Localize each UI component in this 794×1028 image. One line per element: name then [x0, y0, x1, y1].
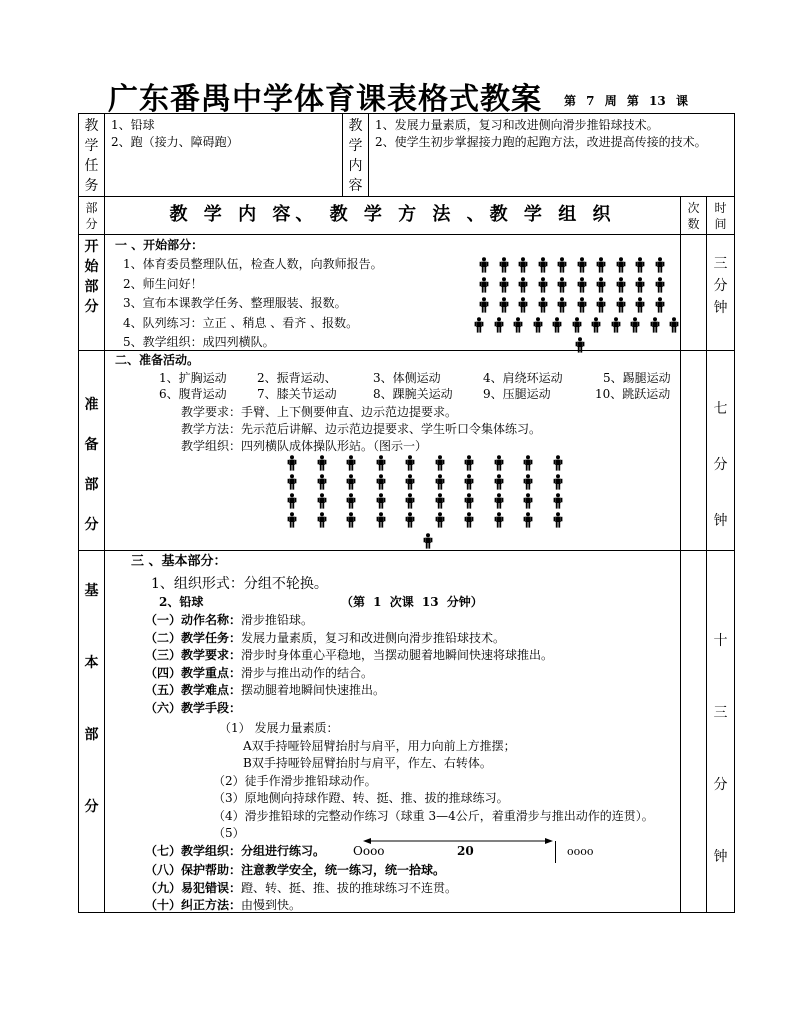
- prep-line: 教学要求：手臂、上下侧要伸直、边示范边提要求。: [181, 405, 458, 419]
- lesson-count: （第 1 次课 13 分钟）: [341, 595, 483, 609]
- student-figure-icon: [287, 474, 297, 490]
- student-figure-icon: [464, 512, 474, 528]
- formation-diagram: [105, 351, 680, 549]
- basic-line: 2、铅球: [159, 595, 204, 609]
- student-figure-icon: [577, 277, 587, 293]
- student-figure-icon: [630, 317, 640, 333]
- student-figure-icon: [538, 297, 548, 313]
- basic-count: [681, 551, 707, 913]
- student-figure-icon: [405, 455, 415, 471]
- prep-line: 教学组织：四列横队成体操队形站。（图示一）: [181, 439, 428, 453]
- student-figure-icon: [494, 474, 504, 490]
- student-figure-icon: [635, 277, 645, 293]
- student-figure-icon: [287, 493, 297, 509]
- start-line: 5、教学组织：成四列横队。: [123, 335, 275, 349]
- start-line: 2、师生问好！: [123, 276, 203, 291]
- student-figure-icon: [518, 257, 528, 273]
- student-figure-icon: [474, 317, 484, 333]
- task-item: 2、跑（接力、障碍跑）: [111, 135, 239, 149]
- start-count: [681, 235, 707, 351]
- student-figure-icon: [479, 257, 489, 273]
- prep-label: 准 备 部 分: [79, 351, 105, 551]
- lesson-plan-table: [78, 113, 735, 913]
- student-figure-icon: [596, 277, 606, 293]
- student-figure-icon: [346, 493, 356, 509]
- student-figure-icon: [611, 317, 621, 333]
- student-figure-icon: [405, 474, 415, 490]
- student-figure-icon: [557, 297, 567, 313]
- exercise-item: 4、肩绕环运动: [483, 371, 563, 385]
- student-figure-icon: [533, 317, 543, 333]
- org-line: （七）教学组织：分组进行练习。: [145, 844, 326, 858]
- exercise-item: 2、振背运动、: [257, 371, 337, 385]
- exercise-item: 5、踢腿运动: [603, 371, 671, 385]
- student-figure-icon: [346, 455, 356, 471]
- student-figure-icon: [317, 474, 327, 490]
- student-figure-icon: [464, 455, 474, 471]
- student-figure-icon: [552, 317, 562, 333]
- header-count: 次 数: [681, 197, 707, 235]
- student-figure-icon: [538, 277, 548, 293]
- task-label: 教 学 任 务: [79, 114, 105, 197]
- start-heading: 一 、开始部分：: [115, 238, 204, 252]
- student-figure-icon: [494, 455, 504, 471]
- formation-diagram: [105, 235, 680, 349]
- header-time: 时 间: [707, 197, 735, 235]
- student-figure-icon: [650, 317, 660, 333]
- exercise-item: 1、扩胸运动: [159, 371, 227, 385]
- start-content: [105, 235, 681, 351]
- student-figure-icon: [287, 455, 297, 471]
- exercise-item: 10、跳跃运动: [595, 387, 671, 401]
- student-figure-icon: [655, 297, 665, 313]
- student-figure-icon: [435, 474, 445, 490]
- student-figure-icon: [376, 474, 386, 490]
- page-title: 广东番禺中学体育课表格式教案: [108, 82, 542, 117]
- student-figure-icon: [499, 297, 509, 313]
- student-figure-icon: [635, 257, 645, 273]
- start-line: 1、体育委员整理队伍，检查人数，向教师报告。: [123, 257, 383, 271]
- content-item: 1、发展力量素质，复习和改进侧向滑步推铅球技术。: [375, 118, 659, 132]
- student-figure-icon: [499, 257, 509, 273]
- student-figure-icon: [616, 257, 626, 273]
- start-line: 4、队列练习：立正 、稍息 、看齐 、报数。: [123, 315, 359, 330]
- student-figure-icon: [317, 512, 327, 528]
- prep-content: [105, 351, 681, 551]
- student-figure-icon: [499, 277, 509, 293]
- exercise-item: 8、踝腕关运动: [373, 387, 453, 401]
- student-figure-icon: [553, 474, 563, 490]
- task-items: [105, 114, 343, 197]
- student-figure-icon: [518, 277, 528, 293]
- basic-item: （五）教学难点：摆动腿着地瞬间快速推出。: [145, 683, 386, 697]
- exercise-item: 7、膝关节运动: [257, 387, 337, 401]
- student-figure-icon: [557, 257, 567, 273]
- student-figure-icon: [317, 455, 327, 471]
- student-figure-icon: [405, 512, 415, 528]
- student-figure-icon: [523, 474, 533, 490]
- basic-item: （六）教学手段：: [145, 700, 242, 715]
- student-figure-icon: [669, 317, 679, 333]
- student-figure-icon: [616, 277, 626, 293]
- student-figure-icon: [596, 297, 606, 313]
- basic-item: （九）易犯错误：蹬、转、挺、推、拔的推球练习不连贯。: [145, 880, 458, 895]
- student-figure-icon: [494, 512, 504, 528]
- student-figure-icon: [405, 493, 415, 509]
- student-figure-icon: [317, 493, 327, 509]
- student-figure-icon: [494, 493, 504, 509]
- student-figure-icon: [464, 493, 474, 509]
- student-figure-icon: [616, 297, 626, 313]
- student-figure-icon: [538, 257, 548, 273]
- basic-item: （三）教学要求：滑步时身体重心平稳地，当摆动腿着地瞬间快速将球推出。: [145, 648, 554, 662]
- content-items: [369, 114, 735, 197]
- prep-heading: 二、准备活动。: [115, 353, 200, 367]
- exercise-item: 6、腹背运动: [159, 387, 227, 401]
- student-figure-icon: [523, 493, 533, 509]
- student-figure-icon: [655, 277, 665, 293]
- basic-item: （一）动作名称：滑步推铅球。: [145, 613, 314, 627]
- student-figure-icon: [577, 257, 587, 273]
- prep-line: 教学方法：先示范后讲解、边示范边提要求、学生听口令集体练习。: [181, 422, 542, 436]
- student-figure-icon: [435, 493, 445, 509]
- student-figure-icon: [376, 493, 386, 509]
- student-figure-icon: [346, 474, 356, 490]
- prep-time: 七 分 钟: [707, 351, 735, 551]
- start-line: 3、宣布本课教学任务、整理服装、报数。: [123, 296, 347, 310]
- student-figure-icon: [577, 297, 587, 313]
- student-figure-icon: [635, 297, 645, 313]
- student-figure-icon: [376, 512, 386, 528]
- basic-item: （八）保护帮助：注意教学安全，统一练习，统一拾球。: [145, 863, 446, 877]
- student-figure-icon: [523, 512, 533, 528]
- basic-item: （四）教学重点：滑步与推出动作的结合。: [145, 665, 374, 680]
- student-figure-icon: [376, 455, 386, 471]
- basic-label: 基 本 部 分: [79, 551, 105, 913]
- throw-line: [555, 841, 556, 863]
- basic-item: （二）教学任务：发展力量素质，复习和改进侧向滑步推铅球技术。: [145, 630, 506, 645]
- student-figure-icon: [553, 493, 563, 509]
- basic-item: （十）纠正方法：由慢到快。: [145, 898, 302, 912]
- basic-line: 1、组织形式：分组不轮换。: [151, 576, 328, 592]
- exercise-item: 3、体侧运动: [373, 371, 441, 385]
- header-part: 部 分: [79, 197, 105, 235]
- student-figure-icon: [435, 512, 445, 528]
- student-figure-icon: [572, 317, 582, 333]
- student-figure-icon: [518, 297, 528, 313]
- group-left: Oooo: [353, 844, 385, 858]
- exercise-item: 9、压腿运动: [483, 387, 551, 401]
- student-figure-icon: [423, 533, 433, 549]
- start-time: 三 分 钟: [707, 235, 735, 351]
- group-right: oooo: [567, 845, 594, 858]
- week-info: 第 7 周 第 13 课: [564, 94, 688, 108]
- student-figure-icon: [553, 455, 563, 471]
- student-figure-icon: [596, 257, 606, 273]
- student-figure-icon: [591, 317, 601, 333]
- basic-time: 十 三 分 钟: [707, 551, 735, 913]
- content-item: 2、使学生初步掌握接力跑的起跑方法，改进提高传接的技术。: [375, 135, 707, 149]
- student-figure-icon: [523, 455, 533, 471]
- student-figure-icon: [287, 512, 297, 528]
- student-figure-icon: [494, 317, 504, 333]
- student-figure-icon: [655, 257, 665, 273]
- basic-content: [105, 551, 681, 913]
- student-figure-icon: [479, 297, 489, 313]
- student-figure-icon: [557, 277, 567, 293]
- student-figure-icon: [553, 512, 563, 528]
- student-figure-icon: [346, 512, 356, 528]
- task-item: 1、铅球: [111, 118, 155, 132]
- student-figure-icon: [435, 455, 445, 471]
- content-label: 教 学 内 容: [343, 114, 369, 197]
- student-figure-icon: [464, 474, 474, 490]
- student-figure-icon: [513, 317, 523, 333]
- start-label: 开 始 部 分: [79, 235, 105, 351]
- teaching-means: （1） 发展力量素质： A双手持哑铃屈臂抬肘与肩平，用力向前上方推摆； B双手持哑铃屈臂抬肘与肩平，作左、右转体。 （2）徒手作滑步推铅球动作。 （3）原地侧向持球作蹬、转、挺、推、拔的推球练习。 （4）滑步推铅球的完整动作练习（球重 3—4公斤，着重滑步与推出动作的连贯）。 （5）: [213, 721, 654, 840]
- student-figure-icon: [479, 277, 489, 293]
- header-center: 教 学 内 容、 教 学 方 法 、教 学 组 织: [105, 197, 681, 235]
- distance-label: 20: [457, 844, 474, 858]
- basic-heading: 三 、基本部分：: [131, 554, 227, 569]
